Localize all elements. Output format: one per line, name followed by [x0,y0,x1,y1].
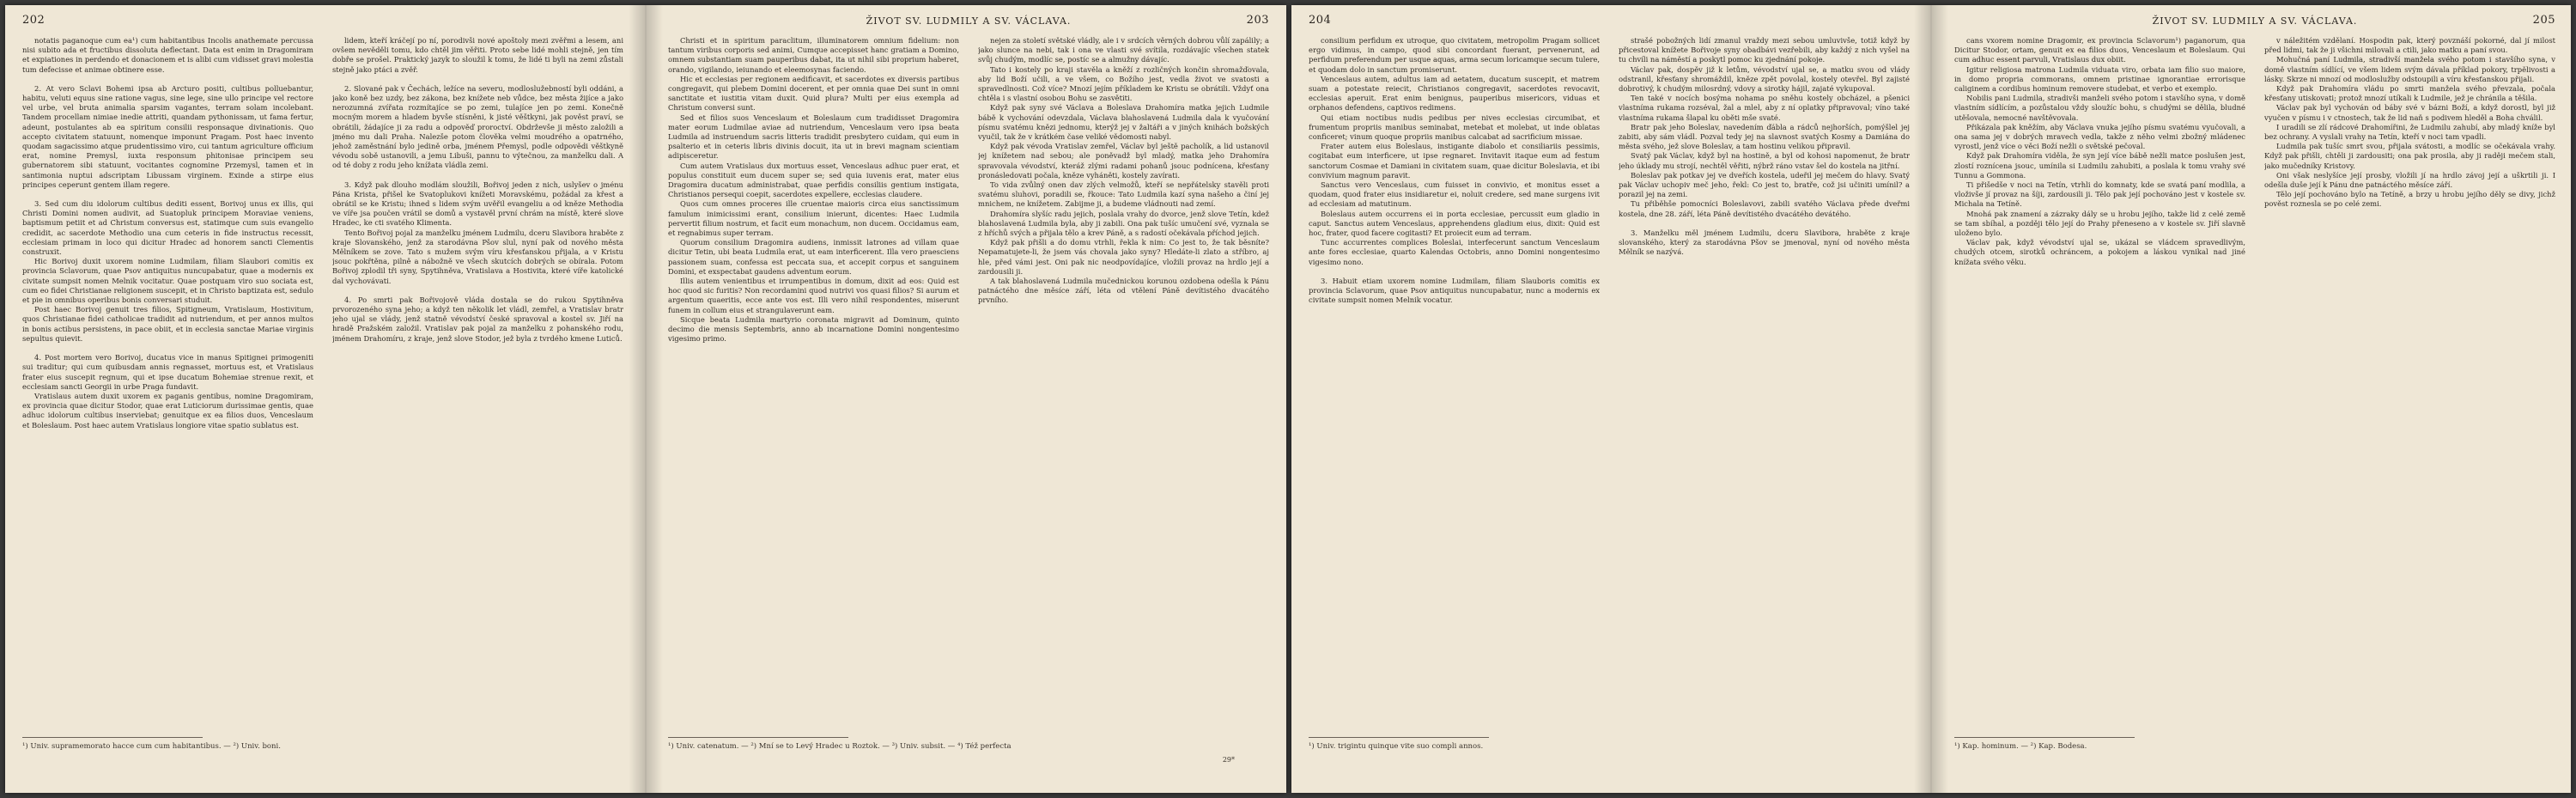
footnote-rule [1954,737,2135,738]
paragraph: Mnohá pak znamení a zázraky dály se u hrobu jejího, takže lid z celé země se tam sbíhal, a později tělo její do Prahy přeneseno a v kostele sv. Jiří slavně uloženo bylo. [1954,209,2245,238]
paragraph: Drahomíra slyšíc radu jejich, poslala vrahy do dvorce, jenž slove Tetín, kdež blahoslavená Ludmila byla, aby ji zabili. Ona pak tušíc umučení své, vyznala se z hříchů svých a přijala tělo a krev Páně, a s radostí očekávala příchod jejich. [978,209,1269,238]
paragraph-spacer [22,190,313,199]
footnote-rule [22,737,203,738]
paragraph: 4. Post mortem vero Borivoj, ducatus vice in manus Spitignei primogeniti sui traditur; qui cum quibusdam annis regnasset, mortuus est, et Vratislaus frater eius suscepit regnum, qui et ipse ducatum Bohemiae strenue rexit, et ecclesiam sancti Georgii in urbe Praga fundavit. [22,353,313,391]
text-columns [22,36,623,734]
paragraph: Frater autem eius Boleslaus, instigante diabolo et consiliariis pessimis, cogitabat eum interficere, ut ipse regnaret. Invitavit itaque eum ad festum sanctorum Cosmae et Damiani in civitatem suam, quae dicitur Boleslavia, et ibi convivium magnum paravit. [1309,142,1600,180]
page-205 [1954,5,2555,793]
latin-column [668,36,959,734]
paragraph: Illis autem venientibus et irrumpentibus in domum, dixit ad eos: Quid est hoc quod sic furitis? Non recordamini quod nutrivi vos quasi filios? Si aurum et argentum quaeritis, ecce ante vos est. Illi vero nihil respondentes, miserunt funem in collum eius et strangulaverunt eam. [668,277,959,314]
paragraph-spacer [1309,267,1600,277]
paragraph: Tento Bořivoj pojal za manželku jménem Ludmilu, dceru Slavibora hraběte z kraje Slovanského, jenž za starodávna Pšov slul, nyní pak od nového města Mělníkem se zove. Tato s mužem svým víru křesťanskou přijala, a v Kristu jsouc pokřtěna, pilně a nábožně ve všech skutcích dobrých se obírala. Potom Bořivoj zplodil tři syny, Spytihněva, Vratislava a Hostivita, které víře katolické dal vychovávati. [332,228,623,285]
paragraph-spacer [332,171,623,180]
paragraph-spacer [332,286,623,295]
running-head: ŽIVOT SV. LUDMILY A SV. VÁCLAVA. [866,15,1072,27]
paragraph: cans vxorem nomine Dragomir, ex provincia Sclavorum¹) paganorum, qua Dicitur Stodor, ortam, genuit ex ea filios duos, Venceslaum et Boleslaum. Qui cum adhuc essent parvuli, Vratislaus dux obiit. [1954,36,2245,64]
paragraph: Boleslav pak potkav jej ve dveřích kostela, udeřil jej mečem do hlavy. Svatý pak Václav uchopiv meč jeho, řekl: Co jest to, bratře, což jsi učiniti umínil? a porazil jej na zemi. [1619,170,1910,199]
page-203 [668,5,1269,793]
page-header [22,14,623,31]
paragraph-spacer [22,75,313,84]
paragraph: Když pak přišli a do domu vtrhli, řekla k nim: Co jest to, že tak běsníte? Nepamatujete-li, že jsem vás chovala jako syny? Hledáte-li zlato a stříbro, aj hle, před vámi jest. Oni pak nic neodpovídajíce, vložili provaz na hrdlo její a zardousili ji. [978,238,1269,276]
paragraph: Boleslaus autem occurrens ei in porta ecclesiae, percussit eum gladio in caput. Sanctus autem Venceslaus, apprehendens gladium eius, dixit: Quid est hoc, frater, quod facere cogitasti? Et proiecit eum ad terram. [1309,209,1600,238]
page-header [1954,14,2555,31]
paragraph: Tunc accurrentes complices Boleslai, interfecerunt sanctum Venceslaum ante fores ecclesiae, quarto Kalendas Octobris, anno Domini nongentesimo vigesimo nono. [1309,238,1600,266]
gutter-shadow [629,5,663,793]
paragraph: Když pak vévoda Vratislav zemřel, Václav byl ještě pacholík, a lid ustanovil jej knížetem nad sebou; ale poněvadž byl mladý, matka jeho Drahomíra spravovala vévodství, kteráž zlými radami pohanů jsouc podnícena, křesťany pronásledovati počala, kněze vyháněti, kostely zavírati. [978,142,1269,180]
paragraph: Qui etiam noctibus nudis pedibus per nives ecclesias circumibat, et frumentum propriis manibus seminabat, metebat et molebat, ut inde oblatas conficeret; vinum quoque propriis manibus calcabat ad sacrificium missae. [1309,113,1600,142]
paragraph-spacer [332,75,623,84]
paragraph: Igitur religiosa matrona Ludmila viduata viro, orbata iam filio suo maiore, in domo propria commorans, omnem pristinae ignorantiae errorisque caliginem a cordibus hominum removere studebat, et verbo et exemplo. [1954,64,2245,94]
printer-signature: 29* [1222,756,1235,764]
paragraph: Hic et ecclesias per regionem aedificavit, et sacerdotes ex diversis partibus congregavit, qui plebem Domini docerent, et per omnia quae Dei sunt in omni sanctitate et iustitia vitam duxit. Quid plura? Multi per eius exempla ad Christum conversi sunt. [668,74,959,113]
paragraph: Tělo její pochováno bylo na Tetíně, a brzy u hrobu jejího děly se divy, jichž pověst roznesla se po celé zemi. [2264,190,2555,209]
paragraph: Venceslaus autem, adultus iam ad aetatem, ducatum suscepit, et matrem suam a potestate reiecit, Christianos congregavit, sacerdotes revocavit, ecclesias aperuit. Erat enim benignus, pauperibus misericors, viduas et orphanos defendens, captivos redimens. [1309,74,1600,113]
page-204 [1309,5,1910,793]
text-columns [1954,36,2555,734]
page-202 [22,5,623,793]
footnote: ¹) Univ. trigintu quinque vite suo compli annos. [1309,742,1484,751]
paragraph: Nobilis pani Ludmila, stradivši manželi svého potom i stavšího syna, v domě vlastním sídlícím, a pozůstalou vždy sloužíc bohu, s chudými se dělila, bludné utěšovala, nemocné navštěvovala. [1954,94,2245,122]
paragraph: Quos cum omnes proceres ille cruentae maioris circa eius sanctissimum famulum inimicissimi erant, consilium inierunt, dicentes: Haec Ludmila pervertit filium nostrum, et facit eum monachum, non ducem. Occidamus eam, et regnabimus super terram. [668,199,959,238]
book-spread-left [5,5,1286,793]
paragraph: 3. Manželku měl jménem Ludmilu, dceru Slavibora, hraběte z kraje slovanského, který za starodávna Pšov se jmenoval, nyní od nového města Mělník se nazývá. [1619,228,1910,257]
paragraph: 2. At vero Sclavi Bohemi ipsa ab Arcturo positi, cultibus polluebantur, habitu, veluti equus sine ratione vagus, sine lege, sine ullo principe vel rectore vel urbe, vel bruta animalia sparsim vagantes, terram solam incolebant. Tandem procellam nimiae inedie attriti, quandam pythonissam, ut fama fertur, adeunt, postulantes ab ea spiritum consilii responsaque divinationis. Quo accepto civitatem statuunt, nomenque imponunt Pragam. Post haec invento quodam sagacissimo atque prudentissimo viro, cui tantum agriculture officium erat, nomine Premysl, iuxta responsum phitonisae principem seu gubernatorem sibi statuunt, vocitantes cognomine Przemysl, tamen et in santimonia nuptui adscriptam Libussam virginem. Exinde a stirpe eius principes ceperunt gentem illam regere. [22,83,313,189]
paragraph: lidem, kteří kráčejí po ní, porodivši nové apoštoly mezi zvěřmi a lesem, ani ovšem nevěděli tomu, kdo chtěl jim věřiti. Proto sebe lidé mohli stejně, jen tím dobře se prošel. Praktický jazyk to sloužil k tomu, že lidé ti byli na zemi zůstali stejně jako ptáci a zvěř. [332,36,623,74]
paragraph: A tak blahoslavená Ludmila mučednickou korunou ozdobena odešla k Pánu patnáctého dne měsíce září, léta od vtělení Páně devítistého dvacátého prvního. [978,277,1269,305]
page-number: 203 [1246,14,1269,27]
czech-column [1619,36,1910,734]
paragraph: Sanctus vero Venceslaus, cum fuisset in convivio, et monitus esset a quodam, quod frater eius insidiaretur ei, noluit credere, sed mane surgens ivit ad ecclesiam ad matutinum. [1309,180,1600,209]
paragraph-spacer [22,344,313,353]
paragraph: Svatý pak Václav, když byl na hostině, a byl od kohosi napomenut, že bratr jeho úklady mu strojí, nechtěl věřiti, nýbrž ráno vstav šel do kostela na jitřní. [1619,151,1910,170]
text-columns [668,36,1269,734]
czech-column [2264,36,2555,734]
paragraph: Tato i kostely po kraji stavěla a kněží z rozličných končin shromažďovala, aby lid Boží učili, a ve všem, co Božího jest, vedla život ve svatosti a spravedlnosti. Což více? Mnozí jejím příkladem ke Kristu se obrátili. Vždyť ona chtěla i s vlastní osobou Bohu se zasvětiti. [978,64,1269,103]
paragraph: Christi et in spiritum paraclitum, illuminatorem omnium fidelium: non tantum viribus corporis sed animi, Cumque accepisset hanc gratiam a Domino, omnem substantiam suam pauperibus dabat, ita ut nihil sibi proprium haberet, orando, vigilando, ieiunando et eleemosynas faciendo. [668,36,959,74]
paragraph: 3. Sed cum diu idolorum cultibus dediti essent, Borivoj unus ex illis, qui Christi Domini nomen audivit, ad Suatopluk principem Moraviae veniens, baptismum petiit et ad Christum conversus est, statimque cum suis evangelio credidit, ac sacerdote Methodio una cum ceteris in fide instructus recessit, ecclesiam primam in loco qui dicitur Hradec ad honorem sancti Clementis construxit. [22,199,313,257]
paragraph: Když pak Drahomíra vládu po smrti manžela svého převzala, počala křesťany utiskovati; protož mnozí utíkali k Ludmile, jež je chránila a těšila. [2264,84,2555,103]
gutter-shadow [1914,5,1948,793]
paragraph: I uradili se zlí rádcové Drahomířini, že Ludmilu zahubí, aby mladý kníže byl bez ochrany. A vyslali vrahy na Tetín, kteří v noci tam vpadli. [2264,122,2555,142]
page-header [668,14,1269,31]
paragraph: Václav pak, když vévodství ujal se, ukázal se vládcem spravedlivým, chudých otcem, sirotků ochráncem, a pokojem a láskou vynikal nad jiné knížata svého věku. [1954,238,2245,266]
paragraph: Ti přišedše v noci na Tetín, vtrhli do komnaty, kde se svatá paní modlila, a vloživše jí provaz na šíji, zardousili ji. Tělo pak její pochováno jest v kostele sv. Michala na Tetíně. [1954,180,2245,209]
text-columns [1309,36,1910,734]
paragraph: consilium perfidum ex utroque, quo civitatem, metropolim Pragam sollicet ergo vidimus, in campo, quod sibi concordant fuerant, pervenerunt, ad perfidum preferendum per usque aquas, arma secum loricamque secum tulere, et quodam dolo in sanctum promiserunt. [1309,36,1600,74]
czech-column [332,36,623,734]
paragraph: Vratislaus autem duxit uxorem ex paganis gentibus, nomine Dragomiram, ex provincia quae dicitur Stodor, quae erat Luticiorum durissimae gentis, quae adhuc idolorum cultibus inserviebat; genuitque ex ea filios duos, Venceslaum et Boleslaum. Post haec autem Vratislaus longiore vitae spatio sublatus est. [22,391,313,429]
paragraph: Oni však neslyšíce její prosby, vložili jí na hrdlo závoj její a uškrtili ji. I odešla duše její k Pánu dne patnáctého měsíce září. [2264,170,2555,190]
paragraph: 2. Slované pak v Čechách, ležíce na severu, modloslužebností byli oddáni, a jako koně bez uzdy, bez zákona, bez knížete neb vůdce, bez města žijíce a jako nerozumná zvířata rozmítajíce se po zemi, tulajíce jen po zemi. Konečně mocným morem a hladem byvše stísněni, k jisté věštkyni, jak pověst praví, se obrátili, žádajíce ji za radu a odpověď proroctví. Obdrževše ji město založili a jméno mu dali Praha. Nalezše potom člověka velmi moudrého a opatrného, jehož zaměstnání bylo jedině orba, jménem Přemysl, podle odpovědi věštkyně vévodu sobě ustanovili, a jemu Libuši, pannu to výtečnou, za manželku dali. A od té doby z rodu jeho knížata vládla zemi. [332,83,623,170]
page-number: 204 [1309,14,1332,27]
paragraph: Když pak Drahomíra viděla, že syn její více bábě nežli matce poslušen jest, zlostí roznícena jsouc, umínila si Ludmilu zahubiti, a poslala k tomu vrahy své Tunnu a Gommona. [1954,151,2245,180]
footnote-rule [1309,737,1489,738]
paragraph: Post haec Borivoj genuit tres filios, Spitigneum, Vratislaum, Hostivitum, quos Christianae fidei catholicae tradidit ad nutriendum, et per annos multos in bonis actibus persistens, in pace obiit, et in ecclesia sanctae Mariae virginis sepultus quievit. [22,305,313,343]
paragraph: Hic Borivoj duxit uxorem nomine Ludmilam, filiam Slaubori comitis ex provincia Sclavorum, quae Psov antiquitus nuncupabatur, quae a modernis ex civitate sumpsit nomen Melnik vocitatur. Quae postquam viro suo sociata est, cum eo fidei Christianae religionem suscepit, et in Christo baptizata est, sedulo et pie in omnibus operibus bonis conversari studuit. [22,257,313,305]
page-number: 205 [2532,14,2555,27]
book-spread-right [1291,5,2571,793]
footnote-rule [668,737,848,738]
paragraph: strašé pobožných lidí zmanul vraždy mezi sebou umluvivše, totiž když by přicestoval knížete Bořivoje syny obadbávi vezřebili, aby každý z nich vyšel na tu chvíli na náměstí a poskytl pomoc ku zjednání pokoje. [1619,36,1910,64]
paragraph: Bratr pak jeho Boleslav, navedením ďábla a rádců nejhorších, pomýšlel jej zabiti, aby sám vládl. Pozval tedy jej na slavnost svatých Kosmy a Damiána do města svého, jež slove Boleslav, a tam hostinu velikou připravil. [1619,122,1910,151]
paragraph: Když pak syny své Václava a Boleslava Drahomíra matka jejich Ludmile bábě k vychování odevzdala, Václava blahoslavená Ludmila dala k vyučování písmu svatému knězi jednomu, kterýž jej v žaltáři a v jiných knihách božských vyučil, tak že v krátkém čase veliké vědomosti nabyl. [978,103,1269,142]
paragraph: Mohučná paní Ludmila, stradivší manžela svého potom i stavšího syna, v domě vlastním sídlící, ve všem lidem svým dávala příklad pokory, trpělivosti a lásky. Skrze ni mnozí od modloslužby odstoupili a víru křesťanskou přijali. [2264,55,2555,83]
paragraph: Quorum consilium Dragomira audiens, inmissit latrones ad villam quae dicitur Tetin, ubi beata Ludmila erat, ut eam interficerent. Illa vero praesciens passionem suam, confessa est peccata sua, et accepit corpus et sanguinem Domini, et exspectabat gaudens adventum eorum. [668,238,959,276]
paragraph: nejen za století světské vládly, ale i v srdcích věrných dobrou vůlí zapálily; a jako slunce na nebi, tak i ona ve vlasti své svítila, rozdávajíc všechen statek svůj chudým, modlíc se, postíc se a almužny dávajíc. [978,36,1269,64]
paragraph: Sed et filios suos Venceslaum et Boleslaum cum tradidisset Dragomira mater eorum Ludmilae aviae ad nutriendum, Venceslaum vero ipsa beata Ludmila ad instruendum sacris litteris tradidit presbytero cuidam, qui eum in psalterio et in ceteris libris divinis docuit, ita ut in brevi magnam scientiam adipisceretur. [668,113,959,161]
paragraph: 3. Když pak dlouho modlám sloužili, Bořivoj jeden z nich, uslyšev o jménu Pána Krista, přišel ke Svatoplukovi knížeti Moravskému, požádal za křest a obrátil se ke Kristu; ihned s lidem svým uvěřil evangeliu a od kněze Methodia ve víře jsa poučen vrátil se domů a vystavěl první chrám na místě, které slove Hradec, ke cti svatého Klimenta. [332,180,623,228]
footnote: ¹) Univ. supramemorato hacce cum cum habitantibus. — ²) Univ. boni. [22,742,281,751]
latin-column [1309,36,1600,734]
page-number: 202 [22,14,46,27]
footnote: ¹) Univ. catenatum. — ²) Mní se to Levý Hradec u Roztok. — ³) Univ. subsit. — ⁴) Též perfecta [668,742,1012,751]
paragraph: 4. Po smrti pak Bořivojově vláda dostala se do rukou Spytihněva prvorozeného syna jeho; a když ten několik let vládl, zemřel, a Vratislav bratr jeho ujal se vlády, jenž statně vévodství české spravoval a kostel sv. Jiří na hradě Pražském založil. Vratislav pak pojal za manželku z pohanského rodu, jménem Drahomíru, z kraje, jenž slove Stodor, jež byla z tvrdého kmene Luticů. [332,295,623,343]
paragraph: notatis paganoque cum ea¹) cum habitantibus Incolis anathemate percussa nisi subito ada et fructibus dissoluta deflectant. Data est enim in Dragomiram et expiationes in perdendo et donacionem et is alibi cum vidisset gravi molestia tum defecisse et animae obtinere esse. [22,36,313,74]
running-head: ŽIVOT SV. LUDMILY A SV. VÁCLAVA. [2152,15,2358,27]
paragraph: Cum autem Vratislaus dux mortuus esset, Venceslaus adhuc puer erat, et populus constituit eum ducem super se; sed quia iuvenis erat, mater eius Dragomira ducatum administrabat, quae perfidis consiliis gentium instigata, Christianos persequi coepit, sacerdotes expellere, ecclesias claudere. [668,161,959,199]
paragraph: v náležitém vzdělaní. Hospodin pak, který povznáší pokorné, dal jí milost před lidmi, tak že ji všichni milovali a ctili, jako matku a paní svou. [2264,36,2555,55]
paragraph: Ludmila pak tušíc smrt svou, přijala svátosti, a modlíc se očekávala vrahy. Když pak přišli, chtěli ji zardousiti; ona pak prosila, aby ji raději mečem stali, jako mučedníky Kristovy. [2264,142,2555,170]
paragraph: Václav pak byl vychován od báby své v bázni Boží, a když dorostl, byl již vyučen v písmu i v ctnostech, tak že lid naň s podivem hleděl a Boha chválil. [2264,103,2555,122]
paragraph: Tu přiběhše pomocníci Boleslavovi, zabili svatého Václava přede dveřmi kostela, dne 28. září, léta Páně devítistého dvacátého devátého. [1619,199,1910,218]
paragraph: Ten také v nocích bosýma nohama po sněhu kostely obcházel, a pšenici vlastníma rukama rozséval, žal a mlel, aby z ní oplatky připravoval; víno také vlastníma rukama šlapal ku oběti mše svaté. [1619,94,1910,122]
page-header [1309,14,1910,31]
footnote: ¹) Kap. hominum. — ²) Kap. Bodesa. [1954,742,2087,751]
paragraph: Václav pak, dospěv již k letům, vévodství ujal se, a matku svou od vlády odstranil, křesťany shromáždil, kněze zpět povolal, kostely otevřel. Byl zajisté dobrotivý, k chudým milosrdný, vdovy a sirotky hájil, zajaté vykupoval. [1619,64,1910,94]
czech-column [978,36,1269,734]
paragraph: Sicque beata Ludmila martyrio coronata migravit ad Dominum, quinto decimo die mensis Septembris, anno ab incarnatione Domini nongentesimo vigesimo primo. [668,314,959,344]
latin-column [22,36,313,734]
paragraph: 3. Habuit etiam uxorem nomine Ludmilam, filiam Slauboris comitis ex provincia Sclavorum, quae Psov antiquitus nuncupabatur, nunc a modernis ex civitate sumpsit nomen Melnik vocatur. [1309,276,1600,305]
paragraph-spacer [1619,219,1910,228]
paragraph: Přikázala pak kněžím, aby Václava vnuka jejího písmu svatému vyučovali, a ona sama jej v dobrých mravech vedla, takže z něho velmi zbožný mládenec vyrostl, jenž více o věci Boží nežli o světské pečoval. [1954,122,2245,151]
latin-column [1954,36,2245,734]
paragraph: To vida zvůlný onen dav zlých velmožů, kteří se nepřátelsky stavěli proti svatému sluhovi, poradili se, řkouce: Tato Ludmila kazí syna našeho a činí jej mnichem, ne knížetem. Zabijme ji, a budeme vládnouti nad zemí. [978,180,1269,209]
